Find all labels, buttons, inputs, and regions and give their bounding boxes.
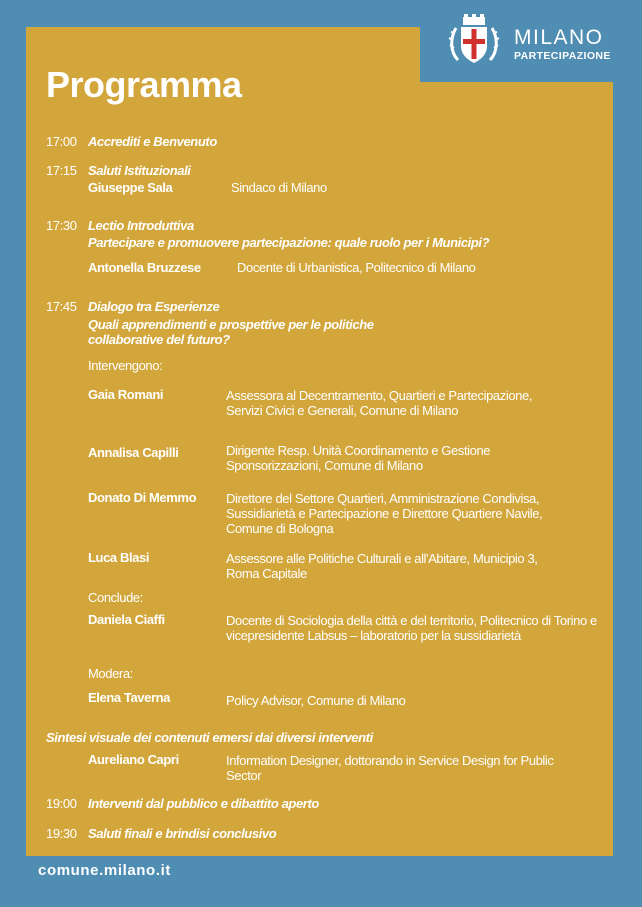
time-17-30: 17:30 bbox=[46, 218, 77, 233]
speaker-role: Assessora al Decentramento, Quartieri e Partecipazione, Servizi Civici e Generali, Comune di Milano bbox=[226, 388, 533, 418]
session-title: Lectio Introduttiva bbox=[88, 218, 194, 233]
page-title: Programma bbox=[46, 64, 242, 105]
speaker-role: Direttore del Settore Quartieri, Amministrazione Condivisa, Sussidiarietà e Partecipazione e Direttore Quartiere Navile, Comune di Bologna bbox=[226, 491, 543, 536]
speaker-role: Assessore alle Politiche Culturali e all'Abitare, Municipio 3, Roma Capitale bbox=[226, 551, 538, 581]
session-subtitle-line2: collaborative del futuro? bbox=[88, 332, 230, 347]
speaker-name: Luca Blasi bbox=[88, 550, 150, 565]
speaker-name: Elena Taverna bbox=[88, 690, 170, 705]
logo-subtitle: PARTECIPAZIONE bbox=[514, 50, 611, 62]
intervengono-label: Intervengono: bbox=[88, 358, 163, 373]
logo-name: MILANO bbox=[514, 26, 604, 49]
speaker-role: Sindaco di Milano bbox=[231, 180, 327, 195]
sintesi-title: Sintesi visuale dei contenuti emersi dai diversi interventi bbox=[46, 730, 373, 745]
speaker-name: Daniela Ciaffi bbox=[88, 612, 165, 627]
logo-block[interactable] bbox=[420, 0, 642, 82]
session-title: Interventi dal pubblico e dibattito aperto bbox=[88, 796, 319, 811]
session-subtitle-line1: Quali apprendimenti e prospettive per le politiche bbox=[88, 317, 374, 332]
speaker-role: Policy Advisor, Comune di Milano bbox=[226, 693, 406, 708]
speaker-role: Docente di Urbanistica, Politecnico di Milano bbox=[237, 260, 476, 275]
speaker-role: Information Designer, dottorando in Service Design for Public Sector bbox=[226, 753, 554, 783]
conclude-label: Conclude: bbox=[88, 590, 143, 605]
speaker-name: Aureliano Capri bbox=[88, 752, 179, 767]
time-17-00: 17:00 bbox=[46, 134, 77, 149]
speaker-name: Annalisa Capilli bbox=[88, 445, 179, 460]
speaker-name: Donato Di Memmo bbox=[88, 490, 197, 505]
speaker-role: Dirigente Resp. Unità Coordinamento e Gestione Sponsorizzazioni, Comune di Milano bbox=[226, 443, 491, 473]
session-title: Saluti Istituzionali bbox=[88, 163, 191, 178]
speaker-role: Docente di Sociologia della città e del territorio, Politecnico di Torino e vicepresidente Labsus – laboratorio per la sussidiarietà bbox=[226, 613, 597, 643]
time-19-00: 19:00 bbox=[46, 796, 77, 811]
session-subtitle: Partecipare e promuovere partecipazione: quale ruolo per i Municipi? bbox=[88, 235, 490, 250]
session-title: Dialogo tra Esperienze bbox=[88, 299, 220, 314]
time-17-15: 17:15 bbox=[46, 163, 77, 178]
session-title: Accrediti e Benvenuto bbox=[88, 134, 217, 149]
time-17-45: 17:45 bbox=[46, 299, 77, 314]
milano-crest-icon bbox=[448, 14, 500, 68]
speaker-name: Antonella Bruzzese bbox=[88, 260, 201, 275]
speaker-name: Gaia Romani bbox=[88, 387, 164, 402]
footer-link-box[interactable] bbox=[26, 856, 208, 886]
speaker-name: Giuseppe Sala bbox=[88, 180, 173, 195]
session-title: Saluti finali e brindisi conclusivo bbox=[88, 826, 277, 841]
footer-url-link[interactable]: comune.milano.it bbox=[38, 862, 171, 879]
time-19-30: 19:30 bbox=[46, 826, 77, 841]
modera-label: Modera: bbox=[88, 666, 133, 681]
